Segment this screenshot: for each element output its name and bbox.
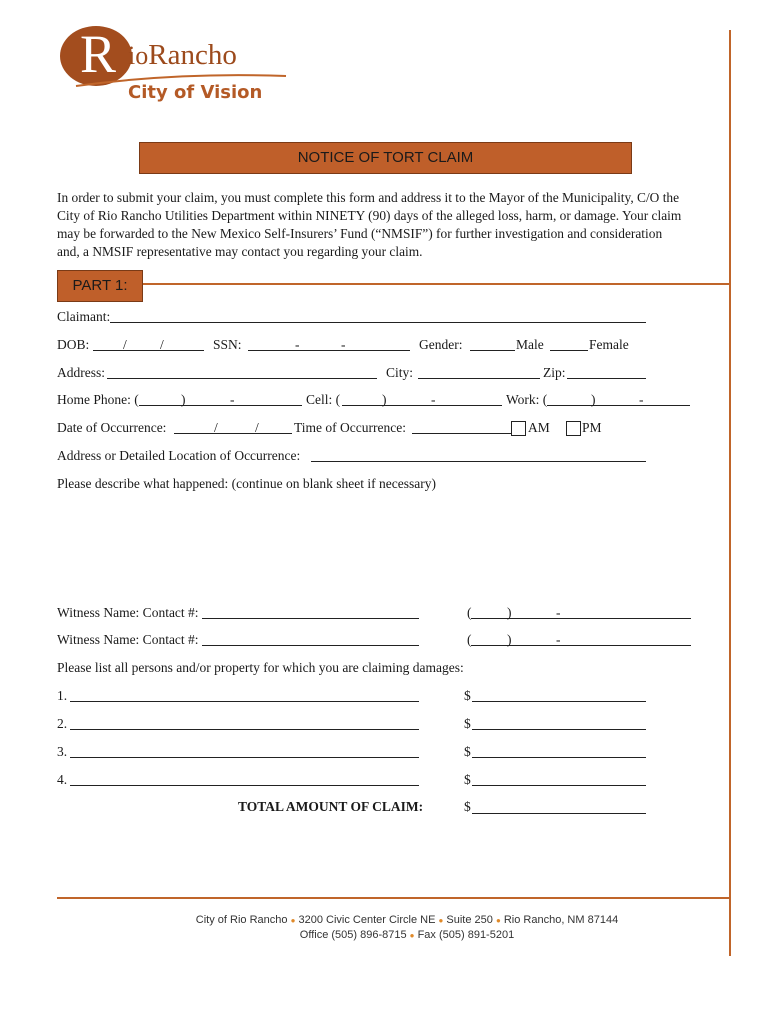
time-occurrence-label: Time of Occurrence: — [294, 420, 406, 435]
witness-dash: - — [556, 632, 561, 647]
right-border — [729, 30, 731, 956]
witness-label: Witness Name: Contact #: — [57, 605, 199, 620]
part-label: PART 1: — [72, 277, 128, 294]
logo-name — [128, 38, 237, 73]
footer-bullet: ● — [495, 916, 501, 925]
cell-dash: - — [431, 392, 436, 407]
pm-checkbox[interactable] — [566, 421, 581, 436]
cell-phone-field[interactable] — [342, 405, 502, 406]
damage-dollar: $ — [464, 744, 471, 759]
time-occurrence-field[interactable] — [412, 433, 512, 434]
date-slash: / — [255, 420, 259, 435]
damage-item-field[interactable] — [70, 701, 419, 702]
witness-paren-close: ) — [507, 632, 512, 647]
dob-field[interactable] — [93, 350, 204, 351]
footer-street: 3200 Civic Center Circle NE — [298, 914, 436, 926]
total-label: TOTAL AMOUNT OF CLAIM: — [238, 799, 424, 814]
am-checkbox[interactable] — [511, 421, 526, 436]
intro-paragraph — [57, 189, 729, 261]
damage-item-field[interactable] — [70, 785, 419, 786]
description-area[interactable] — [57, 496, 697, 596]
damage-number: 1. — [57, 688, 68, 703]
claimant-label: Claimant: — [57, 309, 111, 324]
intro-line: In order to submit your claim, you must complete this form and address it to the Mayor of the Municipality, C/O the — [57, 190, 680, 205]
logo-r-letter: R — [80, 24, 117, 84]
cell-label: Cell: ( — [306, 392, 341, 407]
work-label: Work: ( — [506, 392, 548, 407]
gender-male-field[interactable] — [470, 350, 515, 351]
damage-amount-field[interactable] — [472, 729, 646, 730]
zip-label: Zip: — [543, 365, 566, 380]
home-phone-paren: ) — [181, 392, 186, 407]
date-occurrence-field[interactable] — [174, 433, 292, 434]
dob-slash: / — [123, 337, 127, 352]
footer-line-2 — [57, 928, 757, 943]
intro-line: and, a NMSIF representative may contact you regarding your claim. — [57, 244, 423, 259]
witness-label: Witness Name: Contact #: — [57, 632, 199, 647]
work-paren: ) — [591, 392, 596, 407]
intro-line: City of Rio Rancho Utilities Department within NINETY (90) days of the alleged loss, harm, or damage. Your claim — [57, 208, 682, 223]
location-field[interactable] — [311, 461, 646, 462]
city-label: City: — [386, 365, 414, 380]
damage-amount-field[interactable] — [472, 757, 646, 758]
zip-field[interactable] — [567, 378, 646, 379]
part-label-box — [57, 270, 143, 302]
witness-paren-open: ( — [467, 605, 472, 620]
gender-female-label: Female — [589, 337, 629, 352]
title-bar — [139, 142, 632, 174]
address-field[interactable] — [107, 378, 377, 379]
damage-amount-field[interactable] — [472, 785, 646, 786]
address-label: Address: — [57, 365, 105, 380]
footer-citystate: Rio Rancho, NM 87144 — [503, 914, 619, 926]
work-phone-field[interactable] — [547, 405, 690, 406]
footer-line-1 — [57, 913, 757, 928]
damage-dollar: $ — [464, 688, 471, 703]
witness-name-field[interactable] — [202, 645, 419, 646]
dob-label: DOB: — [57, 337, 90, 352]
witness-dash: - — [556, 605, 561, 620]
date-occurrence-label: Date of Occurrence: — [57, 420, 167, 435]
city-field[interactable] — [418, 378, 540, 379]
ssn-dash: - — [341, 337, 346, 352]
witness-phone-field[interactable] — [471, 618, 691, 619]
claimant-field[interactable] — [110, 322, 646, 323]
footer-bullet: ● — [409, 931, 415, 940]
witness-paren-open: ( — [467, 632, 472, 647]
total-amount-field[interactable] — [472, 813, 646, 814]
footer-bullet: ● — [290, 916, 296, 925]
gender-label: Gender: — [419, 337, 463, 352]
ssn-dash: - — [295, 337, 300, 352]
footer-city: City of Rio Rancho — [195, 914, 288, 926]
date-slash: / — [214, 420, 218, 435]
work-dash: - — [639, 392, 644, 407]
witness-paren-close: ) — [507, 605, 512, 620]
persons-label: Please list all persons and/or property for which you are claiming damages: — [57, 660, 464, 675]
home-phone-field[interactable] — [139, 405, 302, 406]
footer-rule — [57, 897, 731, 899]
logo — [58, 24, 298, 110]
describe-label: Please describe what happened: (continue on blank sheet if necessary) — [57, 476, 436, 491]
logo-tagline: City of Vision — [128, 82, 263, 103]
total-dollar: $ — [464, 799, 471, 814]
logo-name-part2: Rancho — [148, 39, 237, 71]
gender-male-label: Male — [516, 337, 544, 352]
am-label: AM — [528, 420, 550, 435]
pm-label: PM — [582, 420, 602, 435]
ssn-field[interactable] — [248, 350, 410, 351]
footer-office: Office (505) 896-8715 — [299, 929, 407, 941]
cell-paren: ) — [382, 392, 387, 407]
damage-number: 2. — [57, 716, 68, 731]
footer-bullet: ● — [438, 916, 444, 925]
damage-number: 4. — [57, 772, 68, 787]
footer-suite: Suite 250 — [446, 914, 493, 926]
location-label: Address or Detailed Location of Occurrence: — [57, 448, 301, 463]
part-rule — [143, 283, 729, 285]
damage-dollar: $ — [464, 716, 471, 731]
witness-name-field[interactable] — [202, 618, 419, 619]
damage-item-field[interactable] — [70, 757, 419, 758]
damage-dollar: $ — [464, 772, 471, 787]
witness-phone-field[interactable] — [471, 645, 691, 646]
page-title: NOTICE OF TORT CLAIM — [297, 149, 474, 166]
damage-amount-field[interactable] — [472, 701, 646, 702]
home-phone-dash: - — [230, 392, 235, 407]
gender-female-field[interactable] — [550, 350, 588, 351]
damage-item-field[interactable] — [70, 729, 419, 730]
dob-slash: / — [160, 337, 164, 352]
ssn-label: SSN: — [213, 337, 242, 352]
footer-fax: Fax (505) 891-5201 — [417, 929, 515, 941]
intro-line: may be forwarded to the New Mexico Self-Insurers’ Fund (“NMSIF”) for further investigation and consideration — [57, 226, 663, 241]
damage-number: 3. — [57, 744, 68, 759]
home-phone-label: Home Phone: ( — [57, 392, 139, 407]
logo-name-part1: io — [128, 41, 149, 70]
footer — [57, 913, 757, 943]
